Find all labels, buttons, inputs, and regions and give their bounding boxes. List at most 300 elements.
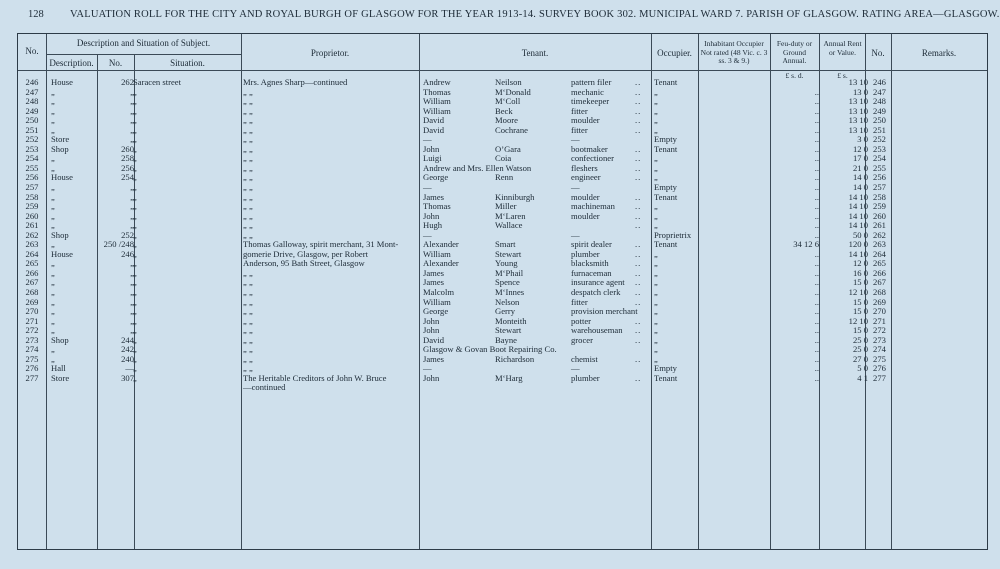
row-leader-dots: .. <box>635 210 642 221</box>
header-occupier: Occupier. <box>657 48 692 58</box>
row-street-number: „ <box>130 296 134 307</box>
row-leader-dots: .. <box>635 143 642 154</box>
row-street-number: 260 <box>121 143 134 154</box>
feu-units: £ s. d. <box>785 71 804 80</box>
row-number: 257 <box>25 182 39 193</box>
row-tenant-first-name: George <box>423 172 449 183</box>
row-tenant-first-name: — <box>423 134 432 145</box>
row-tenant-occupation: spirit dealer <box>571 239 612 250</box>
row-number: 261 <box>25 220 39 231</box>
row-situation: „ <box>133 353 137 364</box>
row-tenant-surname: Wallace <box>495 220 523 231</box>
row-street-number: „ <box>130 325 134 336</box>
row-tenant-surname: M‘Innes <box>495 287 525 298</box>
row-street-number: „ <box>130 267 134 278</box>
row-number: 255 <box>25 162 39 173</box>
row-feu-duty: .. <box>814 153 819 164</box>
row-tenant-occupation: blacksmith <box>571 258 609 269</box>
row-proprietor: „ „ <box>243 210 253 221</box>
row-tenant-surname: Moore <box>495 115 518 126</box>
row-street-number: „ <box>130 115 134 126</box>
row-number: 269 <box>25 296 39 307</box>
row-number: 247 <box>25 86 39 97</box>
row-leader-dots: .. <box>635 124 642 135</box>
row-occupier: „ <box>654 105 658 116</box>
row-description: „ <box>51 124 55 135</box>
row-feu-duty: .. <box>814 124 819 135</box>
row-tenant-first-name: David <box>423 115 445 126</box>
row-feu-duty: .. <box>814 267 819 278</box>
row-feu-duty: .. <box>814 172 819 183</box>
row-tenant-surname: O’Gara <box>495 143 521 154</box>
row-street-number: „ <box>130 191 134 202</box>
row-tenant-surname: M‘Phail <box>495 267 524 278</box>
row-proprietor: gomerie Drive, Glasgow, per Robert <box>243 248 368 259</box>
row-feu-duty: .. <box>814 287 819 298</box>
row-tenant-occupation: — <box>571 182 580 193</box>
row-feu-duty: .. <box>814 115 819 126</box>
row-description: „ <box>51 162 55 173</box>
row-feu-duty: .. <box>814 344 819 355</box>
header-inhabitant: Inhabitant Occupier Not rated (48 Vic. c. 3 ss. 3 & 9.) <box>700 39 768 65</box>
header-remarks: Remarks. <box>921 48 957 58</box>
row-description: „ <box>51 277 55 288</box>
row-street-number: „ <box>130 287 134 298</box>
row-number-right: 250 <box>873 115 886 126</box>
row-description: „ <box>51 201 55 212</box>
row-tenant-surname: Beck <box>495 105 513 116</box>
row-annual-rent: 14 0 <box>852 182 868 193</box>
row-proprietor: „ „ <box>243 334 253 345</box>
row-tenant-surname: M‘Donald <box>495 86 531 97</box>
row-number-right: 263 <box>873 239 886 250</box>
row-number: 251 <box>25 124 39 135</box>
row-occupier: „ <box>654 172 658 183</box>
row-number: 262 <box>25 229 39 240</box>
row-tenant-surname: Bayne <box>495 334 517 345</box>
header-number: No. <box>108 58 123 68</box>
row-occupier: „ <box>654 162 658 173</box>
row-number: 263 <box>25 239 39 250</box>
row-proprietor: Anderson, 95 Bath Street, Glasgow <box>243 258 365 269</box>
row-tenant-first-name: John <box>423 143 440 154</box>
row-tenant-occupation: fitter <box>571 124 588 135</box>
row-number: 274 <box>25 344 39 355</box>
row-tenant-first-name: Malcolm <box>423 287 455 298</box>
row-description: Store <box>51 372 70 383</box>
row-tenant-occupation: — <box>571 363 580 374</box>
row-occupier: „ <box>654 306 658 317</box>
row-occupier: „ <box>654 124 658 135</box>
row-tenant-occupation: furnaceman <box>571 267 612 278</box>
row-number-right: 248 <box>873 96 886 107</box>
row-tenant-first-name: William <box>423 296 451 307</box>
row-tenant-occupation: fitter <box>571 105 588 116</box>
row-tenant-first-name: James <box>423 267 445 278</box>
row-tenant-occupation: machineman <box>571 201 615 212</box>
row-situation: „ <box>133 372 137 383</box>
row-number-right: 266 <box>873 267 886 278</box>
row-proprietor: „ „ <box>243 363 253 374</box>
row-proprietor: „ „ <box>243 105 253 116</box>
row-situation: „ <box>133 239 137 250</box>
row-situation: „ <box>133 344 137 355</box>
row-feu-duty: .. <box>814 363 819 374</box>
header-desc-group: Description and Situation of Subject. <box>76 38 211 48</box>
row-situation: „ <box>133 229 137 240</box>
row-number-right: 265 <box>873 258 886 269</box>
table-row <box>18 126 987 136</box>
row-proprietor: „ „ <box>243 143 253 154</box>
row-number: 258 <box>25 191 39 202</box>
row-leader-dots: .. <box>635 258 642 269</box>
row-number-right: 270 <box>873 306 886 317</box>
row-street-number: „ <box>130 220 134 231</box>
row-situation: „ <box>133 115 137 126</box>
row-number: 267 <box>25 277 39 288</box>
row-number-right: 251 <box>873 124 886 135</box>
row-proprietor-continued: —continued <box>243 382 286 393</box>
row-annual-rent: 13 10 <box>848 124 868 135</box>
row-leader-dots: .. <box>635 372 642 383</box>
row-feu-duty: .. <box>814 143 819 154</box>
row-leader-dots: .. <box>635 296 642 307</box>
row-leader-dots: .. <box>635 115 642 126</box>
row-number-right: 269 <box>873 296 886 307</box>
row-proprietor: „ „ <box>243 201 253 212</box>
row-tenant-first-name: William <box>423 105 451 116</box>
row-tenant-occupation: provision merchant <box>571 306 638 317</box>
row-situation: „ <box>133 296 137 307</box>
row-number-right: 249 <box>873 105 886 116</box>
row-tenant-first-name: George <box>423 306 449 317</box>
row-number: 275 <box>25 353 39 364</box>
row-occupier: „ <box>654 344 658 355</box>
row-leader-dots: .. <box>635 96 642 107</box>
row-occupier: „ <box>654 153 658 164</box>
row-annual-rent: 14 10 <box>848 248 868 259</box>
row-annual-rent: 50 0 <box>852 229 868 240</box>
row-tenant-occupation: timekeeper <box>571 96 610 107</box>
row-situation: „ <box>133 315 137 326</box>
row-occupier: Tenant <box>654 372 678 383</box>
table-row <box>18 221 987 231</box>
row-occupier: „ <box>654 267 658 278</box>
page-number: 128 <box>28 9 44 20</box>
row-description: „ <box>51 287 55 298</box>
row-annual-rent: 14 10 <box>848 201 868 212</box>
row-street-number: „ <box>130 134 134 145</box>
row-tenant-first-name: Glasgow & Govan Boot Repairing Co. <box>423 344 557 355</box>
row-occupier: Tenant <box>654 77 678 87</box>
row-tenant-occupation: — <box>571 134 580 145</box>
row-feu-duty: .. <box>814 248 819 259</box>
row-tenant-surname: Spence <box>495 277 520 288</box>
row-tenant-surname: Kinniburgh <box>495 191 535 202</box>
row-street-number: 258 <box>121 153 134 164</box>
row-annual-rent: 4 1 <box>857 372 868 383</box>
row-tenant-surname: Monteith <box>495 315 527 326</box>
row-tenant-occupation: — <box>571 229 580 240</box>
row-number: 246 <box>25 77 39 87</box>
row-description: „ <box>51 105 55 116</box>
row-number-right: 262 <box>873 229 886 240</box>
row-number: 254 <box>25 153 39 164</box>
row-description: Store <box>51 134 70 145</box>
row-feu-duty: .. <box>814 96 819 107</box>
row-description: „ <box>51 182 55 193</box>
row-tenant-occupation: plumber <box>571 248 600 259</box>
row-feu-duty: .. <box>814 105 819 116</box>
row-annual-rent: 27 0 <box>852 353 868 364</box>
row-leader-dots: .. <box>635 86 642 97</box>
row-street-number: 242 <box>121 344 134 355</box>
row-tenant-surname: Nelson <box>495 296 520 307</box>
row-tenant-first-name: James <box>423 353 445 364</box>
row-leader-dots: .. <box>635 353 642 364</box>
row-tenant-occupation: despatch clerk <box>571 287 621 298</box>
row-number-right: 277 <box>873 372 886 383</box>
row-number-right: 253 <box>873 143 886 154</box>
row-tenant-first-name: William <box>423 248 451 259</box>
row-situation: „ <box>133 277 137 288</box>
row-annual-rent: 16 0 <box>852 267 868 278</box>
row-number: 249 <box>25 105 39 116</box>
row-tenant-occupation: insurance agent <box>571 277 625 288</box>
row-description: House <box>51 77 73 87</box>
row-annual-rent: 3 0 <box>857 134 868 145</box>
row-annual-rent: 13 10 <box>848 105 868 116</box>
row-tenant-occupation: moulder <box>571 191 600 202</box>
row-tenant-first-name: Andrew <box>423 77 451 87</box>
header-rule <box>46 54 241 55</box>
row-leader-dots: .. <box>635 153 642 164</box>
row-leader-dots: .. <box>635 248 642 259</box>
row-description: „ <box>51 353 55 364</box>
row-occupier: Empty <box>654 134 677 145</box>
row-proprietor: „ „ <box>243 353 253 364</box>
row-tenant-first-name: — <box>423 182 432 193</box>
table-row <box>18 372 987 393</box>
row-leader-dots: .. <box>635 162 642 173</box>
row-situation: „ <box>133 105 137 116</box>
row-tenant-first-name: William <box>423 96 451 107</box>
row-leader-dots: .. <box>635 315 642 326</box>
row-tenant-first-name: Alexander <box>423 239 459 250</box>
row-tenant-occupation: fitter <box>571 296 588 307</box>
row-description: Hall <box>51 363 66 374</box>
row-proprietor: „ „ <box>243 162 253 173</box>
row-annual-rent: 14 10 <box>848 191 868 202</box>
row-tenant-occupation: grocer <box>571 334 593 345</box>
table-row <box>18 355 987 365</box>
header-no: No. <box>25 46 39 56</box>
row-street-number: — <box>125 363 134 374</box>
row-number-right: 260 <box>873 210 886 221</box>
row-tenant-first-name: — <box>423 363 432 374</box>
row-occupier: Tenant <box>654 191 678 202</box>
row-feu-duty: .. <box>814 134 819 145</box>
row-tenant-first-name: John <box>423 210 440 221</box>
row-occupier: „ <box>654 325 658 336</box>
row-street-number: 252 <box>121 229 134 240</box>
row-number-right: 274 <box>873 344 886 355</box>
row-tenant-first-name: James <box>423 277 445 288</box>
row-feu-duty: .. <box>814 325 819 336</box>
row-tenant-first-name: — <box>423 229 432 240</box>
row-tenant-surname: Richardson <box>495 353 535 364</box>
row-tenant-occupation: moulder <box>571 210 600 221</box>
row-proprietor: Mrs. Agnes Sharp—continued <box>243 77 348 87</box>
row-number-right: 261 <box>873 220 886 231</box>
row-proprietor: „ „ <box>243 344 253 355</box>
row-leader-dots: .. <box>635 191 642 202</box>
row-tenant-occupation: fleshers <box>571 162 598 173</box>
row-tenant-surname: M‘Harg <box>495 372 523 383</box>
row-annual-rent: 17 0 <box>852 153 868 164</box>
header-proprietor: Proprietor. <box>310 48 350 58</box>
row-number: 268 <box>25 287 39 298</box>
row-leader-dots: .. <box>635 267 642 278</box>
row-occupier: Tenant <box>654 239 678 250</box>
row-situation: „ <box>133 220 137 231</box>
row-leader-dots: .. <box>635 172 642 183</box>
row-number: 276 <box>25 363 39 374</box>
header-description: Description. <box>49 58 94 68</box>
row-description: House <box>51 172 73 183</box>
row-annual-rent: 15 0 <box>852 306 868 317</box>
row-number-right: 258 <box>873 191 886 202</box>
row-number-right: 276 <box>873 363 886 374</box>
row-occupier: „ <box>654 86 658 97</box>
row-number-right: 271 <box>873 315 886 326</box>
row-number: 256 <box>25 172 39 183</box>
row-number-right: 256 <box>873 172 886 183</box>
row-proprietor: „ „ <box>243 172 253 183</box>
row-occupier: „ <box>654 334 658 345</box>
row-occupier: „ <box>654 353 658 364</box>
row-proprietor: „ „ <box>243 134 253 145</box>
row-tenant-occupation: warehouseman <box>571 325 623 336</box>
row-feu-duty: .. <box>814 162 819 173</box>
row-feu-duty: .. <box>814 210 819 221</box>
row-annual-rent: 13 0 <box>852 86 868 97</box>
row-proprietor: „ „ <box>243 220 253 231</box>
row-feu-duty: .. <box>814 306 819 317</box>
row-annual-rent: 14 10 <box>848 210 868 221</box>
row-occupier: Tenant <box>654 143 678 154</box>
row-description: Shop <box>51 143 69 154</box>
row-number: 250 <box>25 115 39 126</box>
row-leader-dots: .. <box>635 277 642 288</box>
row-annual-rent: 12 10 <box>848 315 868 326</box>
row-annual-rent: 120 0 <box>848 239 868 250</box>
row-proprietor: „ „ <box>243 315 253 326</box>
row-situation: „ <box>133 267 137 278</box>
row-occupier: Empty <box>654 182 677 193</box>
row-occupier: Empty <box>654 363 677 374</box>
row-number: 272 <box>25 325 39 336</box>
row-feu-duty: .. <box>814 86 819 97</box>
row-street-number: „ <box>130 124 134 135</box>
row-occupier: „ <box>654 258 658 269</box>
row-annual-rent: 15 0 <box>852 296 868 307</box>
row-situation: „ <box>133 248 137 259</box>
row-leader-dots: .. <box>635 77 642 87</box>
row-tenant-occupation: plumber <box>571 372 600 383</box>
row-leader-dots: .. <box>635 105 642 116</box>
row-street-number: „ <box>130 86 134 97</box>
row-tenant-first-name: Hugh <box>423 220 443 231</box>
row-proprietor: The Heritable Creditors of John W. Bruce <box>243 372 387 383</box>
row-proprietor: „ „ <box>243 267 253 278</box>
row-tenant-first-name: Thomas <box>423 201 451 212</box>
row-number: 265 <box>25 258 39 269</box>
header-feu: Feu-duty or Ground Annual. <box>776 39 813 65</box>
row-description: „ <box>51 315 55 326</box>
row-situation: „ <box>133 124 137 135</box>
row-description: „ <box>51 191 55 202</box>
row-tenant-surname: Stewart <box>495 325 522 336</box>
row-number: 252 <box>25 134 39 145</box>
row-tenant-first-name: Alexander <box>423 258 459 269</box>
row-tenant-occupation: potter <box>571 315 592 326</box>
row-street-number: 250 /248 <box>103 239 134 250</box>
row-occupier: „ <box>654 210 658 221</box>
row-description: „ <box>51 267 55 278</box>
row-proprietor: „ „ <box>243 229 253 240</box>
row-tenant-surname: Neilson <box>495 77 522 87</box>
row-feu-duty: .. <box>814 296 819 307</box>
row-leader-dots: .. <box>635 239 642 250</box>
running-head <box>28 9 1000 23</box>
row-annual-rent: 14 0 <box>852 172 868 183</box>
row-situation: „ <box>133 134 137 145</box>
row-situation: „ <box>133 287 137 298</box>
row-description: Shop <box>51 334 69 345</box>
row-tenant-occupation: confectioner <box>571 153 614 164</box>
row-street-number: 262 <box>121 77 134 87</box>
row-proprietor: „ „ <box>243 306 253 317</box>
row-feu-duty: .. <box>814 191 819 202</box>
row-annual-rent: 25 0 <box>852 344 868 355</box>
row-tenant-first-name: John <box>423 315 440 326</box>
row-proprietor: „ „ <box>243 182 253 193</box>
row-number-right: 246 <box>873 77 886 87</box>
row-situation: „ <box>133 258 137 269</box>
row-number: 253 <box>25 143 39 154</box>
row-occupier: „ <box>654 296 658 307</box>
row-proprietor: „ „ <box>243 325 253 336</box>
row-feu-duty: 34 12 6 <box>793 239 819 250</box>
row-situation: „ <box>133 334 137 345</box>
row-proprietor: „ „ <box>243 296 253 307</box>
row-number: 273 <box>25 334 39 345</box>
row-street-number: 246 <box>121 248 134 259</box>
row-description: Shop <box>51 229 69 240</box>
row-number-right: 264 <box>873 248 886 259</box>
row-situation: „ <box>133 153 137 164</box>
row-situation: „ <box>133 191 137 202</box>
row-tenant-occupation: moulder <box>571 115 600 126</box>
row-tenant-surname: Smart <box>495 239 516 250</box>
row-leader-dots: .. <box>635 334 642 345</box>
row-number-right: 257 <box>873 182 886 193</box>
row-situation: „ <box>133 306 137 317</box>
row-tenant-first-name: John <box>423 325 440 336</box>
row-feu-duty: .. <box>814 372 819 383</box>
row-street-number: „ <box>130 201 134 212</box>
